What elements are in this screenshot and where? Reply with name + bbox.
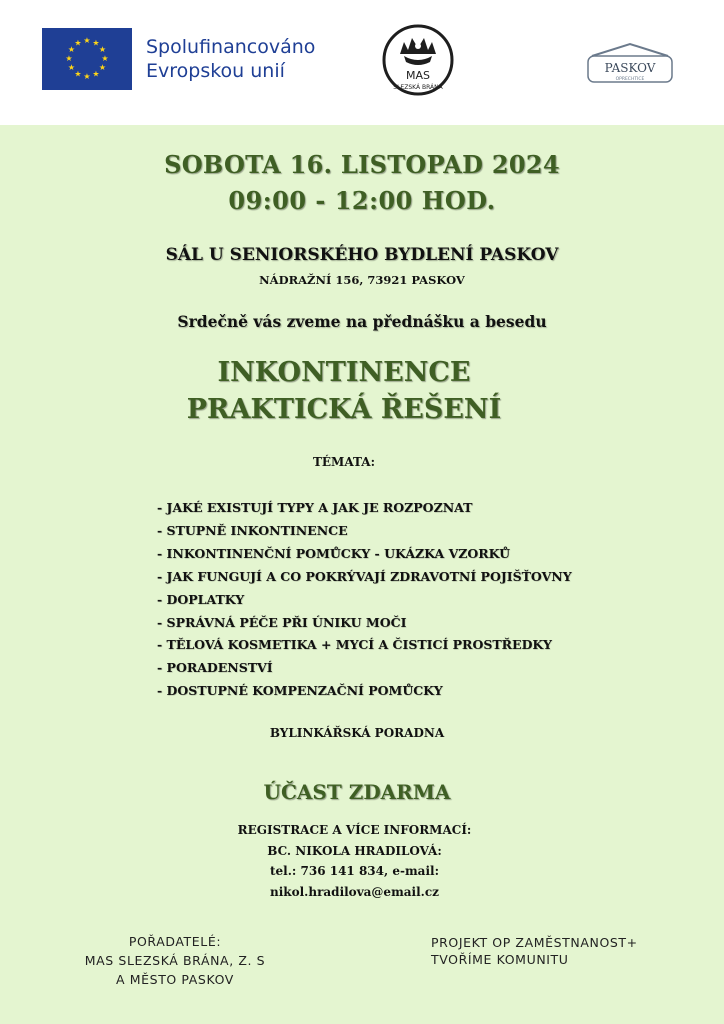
project-block <box>431 934 638 968</box>
organizer-town: A MĚSTO PASKOV <box>116 972 234 987</box>
event-venue: SÁL U SENIORSKÉHO BYDLENÍ PASKOV <box>165 245 559 265</box>
eu-logo-line1: Spolufinancováno <box>146 36 316 58</box>
registration-info <box>0 820 724 903</box>
svg-text:★: ★ <box>65 54 73 63</box>
svg-text:★: ★ <box>83 72 91 81</box>
svg-text:★: ★ <box>98 45 107 54</box>
organizer-mas: MAS SLEZSKÁ BRÁNA, Z. S <box>84 953 266 968</box>
svg-text:★: ★ <box>92 38 100 48</box>
eu-flag-icon <box>42 28 132 90</box>
lecture-title-line2: PRAKTICKÁ ŘEŠENÍ <box>186 394 502 425</box>
lecture-title-line1: INKONTINENCE <box>217 357 471 388</box>
topic-item: - DOPLATKY <box>157 591 245 607</box>
paskov-logo-sub: OPRECHTICE <box>615 77 645 82</box>
paskov-logo-name: PASKOV <box>604 61 656 75</box>
topic-item: - TĚLOVÁ KOSMETIKA + MYCÍ A ČISTICÍ PROSTŘEDKY <box>157 637 552 653</box>
free-admission: ÚČAST ZDARMA <box>263 780 451 804</box>
registration-heading: REGISTRACE A VÍCE INFORMACÍ: <box>237 823 472 837</box>
herbal-consultation: BYLINKÁŘSKÁ PORADNA <box>269 726 445 740</box>
mas-logo-name: SLEZSKÁ BRÁNA <box>393 84 443 91</box>
topic-item: - JAK FUNGUJÍ A CO POKRÝVAJÍ ZDRAVOTNÍ POJIŠŤOVNY <box>157 568 572 584</box>
organizers-heading: POŘADATELÉ: <box>128 934 222 949</box>
eu-cofunded-logo <box>42 28 322 90</box>
topic-item: - JAKÉ EXISTUJÍ TYPY A JAK JE ROZPOZNAT <box>157 500 473 515</box>
svg-text:★: ★ <box>98 63 107 72</box>
svg-text:★: ★ <box>101 54 109 63</box>
project-name: PROJEKT OP ZAMĚSTNANOST+ <box>431 935 638 950</box>
contact-email: nikol.hradilova@email.cz <box>270 885 439 900</box>
event-date: SOBOTA 16. LISTOPAD 2024 <box>164 150 560 179</box>
organizers-block <box>60 932 290 989</box>
mas-logo-initials: MAS <box>406 69 430 82</box>
project-subtitle: TVOŘÍME KOMUNITU <box>431 952 569 967</box>
eu-logo-line2: Evropskou unií <box>146 60 285 82</box>
svg-text:★: ★ <box>92 69 100 79</box>
event-time: 09:00 - 12:00 HOD. <box>228 186 496 215</box>
contact-phone: tel.: 736 141 834, e-mail: <box>269 864 439 879</box>
contact-name: BC. NIKOLA HRADILOVÁ: <box>267 843 442 858</box>
topic-item: - STUPNĚ INKONTINENCE <box>157 522 348 538</box>
svg-text:★: ★ <box>74 38 82 48</box>
mas-slezska-brana-logo <box>382 24 454 96</box>
svg-text:★: ★ <box>67 63 76 72</box>
eu-logo-text <box>146 35 315 83</box>
topics-heading: TÉMATA: <box>312 455 376 469</box>
event-address: NÁDRAŽNÍ 156, 73921 PASKOV <box>259 273 465 287</box>
header-bar <box>0 0 724 125</box>
topic-item: - PORADENSTVÍ <box>157 660 273 676</box>
topics-list <box>157 497 572 703</box>
topic-item: - INKONTINENČNÍ POMŮCKY - UKÁZKA VZORKŮ <box>157 545 510 561</box>
svg-text:★: ★ <box>67 45 76 54</box>
paskov-town-logo <box>578 30 682 98</box>
topic-item: - DOSTUPNÉ KOMPENZAČNÍ POMŮCKY <box>157 683 443 699</box>
svg-text:★: ★ <box>83 36 91 45</box>
svg-text:★: ★ <box>74 69 82 79</box>
topic-item: - SPRÁVNÁ PÉČE PŘI ÚNIKU MOČI <box>157 614 407 630</box>
invitation-text: Srdečně vás zveme na přednášku a besedu <box>177 312 547 331</box>
